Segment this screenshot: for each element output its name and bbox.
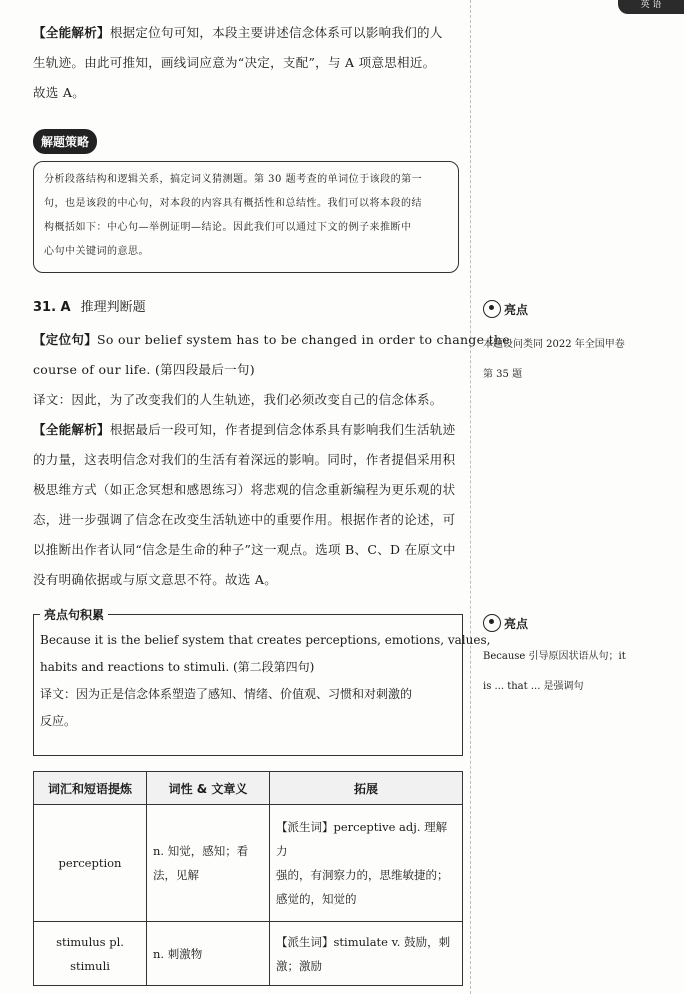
cell-line: n. 刺激物 [153, 946, 203, 961]
text-line: 生轨迹。由此可推知，画线词应意为“决定，支配”，与 A 项意思相近。 [33, 55, 436, 70]
vocab-extension [270, 805, 463, 922]
cell-line: 【派生词】perceptive adj. 理解力 [276, 820, 448, 859]
strategy-line: 句，也是该段的中心句，对本段的内容具有概括性和总结性。我们可以将本段的结 [44, 198, 422, 209]
corner-tab: 英 语 [618, 0, 684, 14]
text-line: 极思维方式（如正念冥想和感恩练习）将悲观的信念重新编程为更乐观的状 [33, 482, 456, 497]
question-number: 31. A [33, 300, 71, 315]
vocab-extension [270, 922, 463, 986]
sentence-line: 译文：因为正是信念体系塑造了感知、情绪、价值观、习惯和对刺激的 [40, 687, 413, 701]
strategy-title [33, 128, 113, 154]
vocab-pos [147, 922, 270, 986]
highlight-label: 亮点 [504, 616, 529, 631]
highlight-sentence-box [33, 608, 491, 756]
text-line: 【全能解析】根据最后一段可知，作者提到信念体系具有影响我们生活轨迹 [33, 422, 456, 437]
strategy-line: 心句中关键词的意思。 [44, 246, 149, 257]
note-line: 本题设问类同 2022 年全国甲卷 [483, 339, 625, 350]
highlight-title [483, 614, 528, 632]
note-line: Because 引导原因状语从句；it [483, 651, 626, 662]
text-line: course of our life. (第四段最后一句) [33, 362, 255, 377]
strategy-box [33, 161, 459, 273]
vocab-pos [147, 805, 270, 922]
cell-line: stimuli [70, 958, 110, 973]
vocab-word: perception [34, 805, 147, 922]
column-divider [470, 0, 471, 994]
lightbulb-icon [483, 300, 501, 318]
analysis-block-30 [33, 18, 463, 108]
sentence-line: Because it is the belief system that creates perceptions, emotions, values, [40, 633, 491, 647]
text-line: 译文：因此，为了改变我们的人生轨迹，我们必须改变自己的信念体系。 [33, 392, 443, 407]
highlight-title [483, 300, 528, 318]
text-line: 【全能解析】根据定位句可知，本段主要讲述信念体系可以影响我们的人 [33, 25, 443, 40]
strategy-line: 构概括如下：中心句—举例证明—结论。因此我们可以通过下文的例子来推断中 [44, 222, 412, 233]
highlight-label: 亮点 [504, 302, 529, 317]
lightbulb-icon [483, 614, 501, 632]
strategy-line: 分析段落结构和逻辑关系，搞定词义猜测题。第 30 题考查的单词位于该段的第一 [44, 174, 423, 185]
note-line: is ... that ... 是强调句 [483, 681, 584, 692]
column-header: 词性 & 文章义 [147, 772, 270, 805]
sentence-line: habits and reactions to stimuli. (第二段第四句) [40, 660, 315, 674]
vocab-table [33, 771, 463, 986]
text-line: 【定位句】So our belief system has to be changed in order to change the [33, 332, 510, 347]
cell-line: 【派生词】stimulate v. 鼓励，刺 [276, 934, 451, 949]
cell-line: n. 知觉，感知；看 [153, 844, 249, 859]
highlight-note [483, 642, 673, 702]
cell-line: 法，见解 [153, 868, 199, 883]
text-line: 态，进一步强调了信念在改变生活轨迹中的重要作用。根据作者的论述，可 [33, 512, 456, 527]
text-line: 以推断出作者认同“信念是生命的种子”这一观点。选项 B、C、D 在原文中 [33, 542, 456, 557]
question-type: 推理判断题 [80, 300, 146, 315]
text-line: 的力量，这表明信念对我们的生活有着深远的影响。同时，作者提倡采用积 [33, 452, 456, 467]
column-header: 拓展 [270, 772, 463, 805]
cell-line: 强的，有洞察力的，思维敏捷的； [276, 868, 449, 883]
cell-line: 感觉的，知觉的 [276, 892, 357, 907]
cell-line: 激；激励 [276, 958, 322, 973]
text-line: 没有明确依据或与原文意思不符。故选 A。 [33, 572, 278, 587]
vocab-word [34, 922, 147, 986]
sentence-line: 反应。 [40, 714, 77, 728]
highlight-sentence-title: 亮点句积累 [40, 606, 108, 623]
highlight-note [483, 330, 673, 390]
table-row [34, 922, 463, 986]
text-line: 故选 A。 [33, 85, 86, 100]
table-header-row [34, 772, 463, 805]
question-heading [33, 296, 146, 315]
cell-line: stimulus pl. [56, 934, 124, 949]
strategy-title-text: 解题策略 [33, 129, 97, 154]
note-line: 第 35 题 [483, 369, 523, 380]
column-header: 词汇和短语提炼 [34, 772, 147, 805]
table-row [34, 805, 463, 922]
